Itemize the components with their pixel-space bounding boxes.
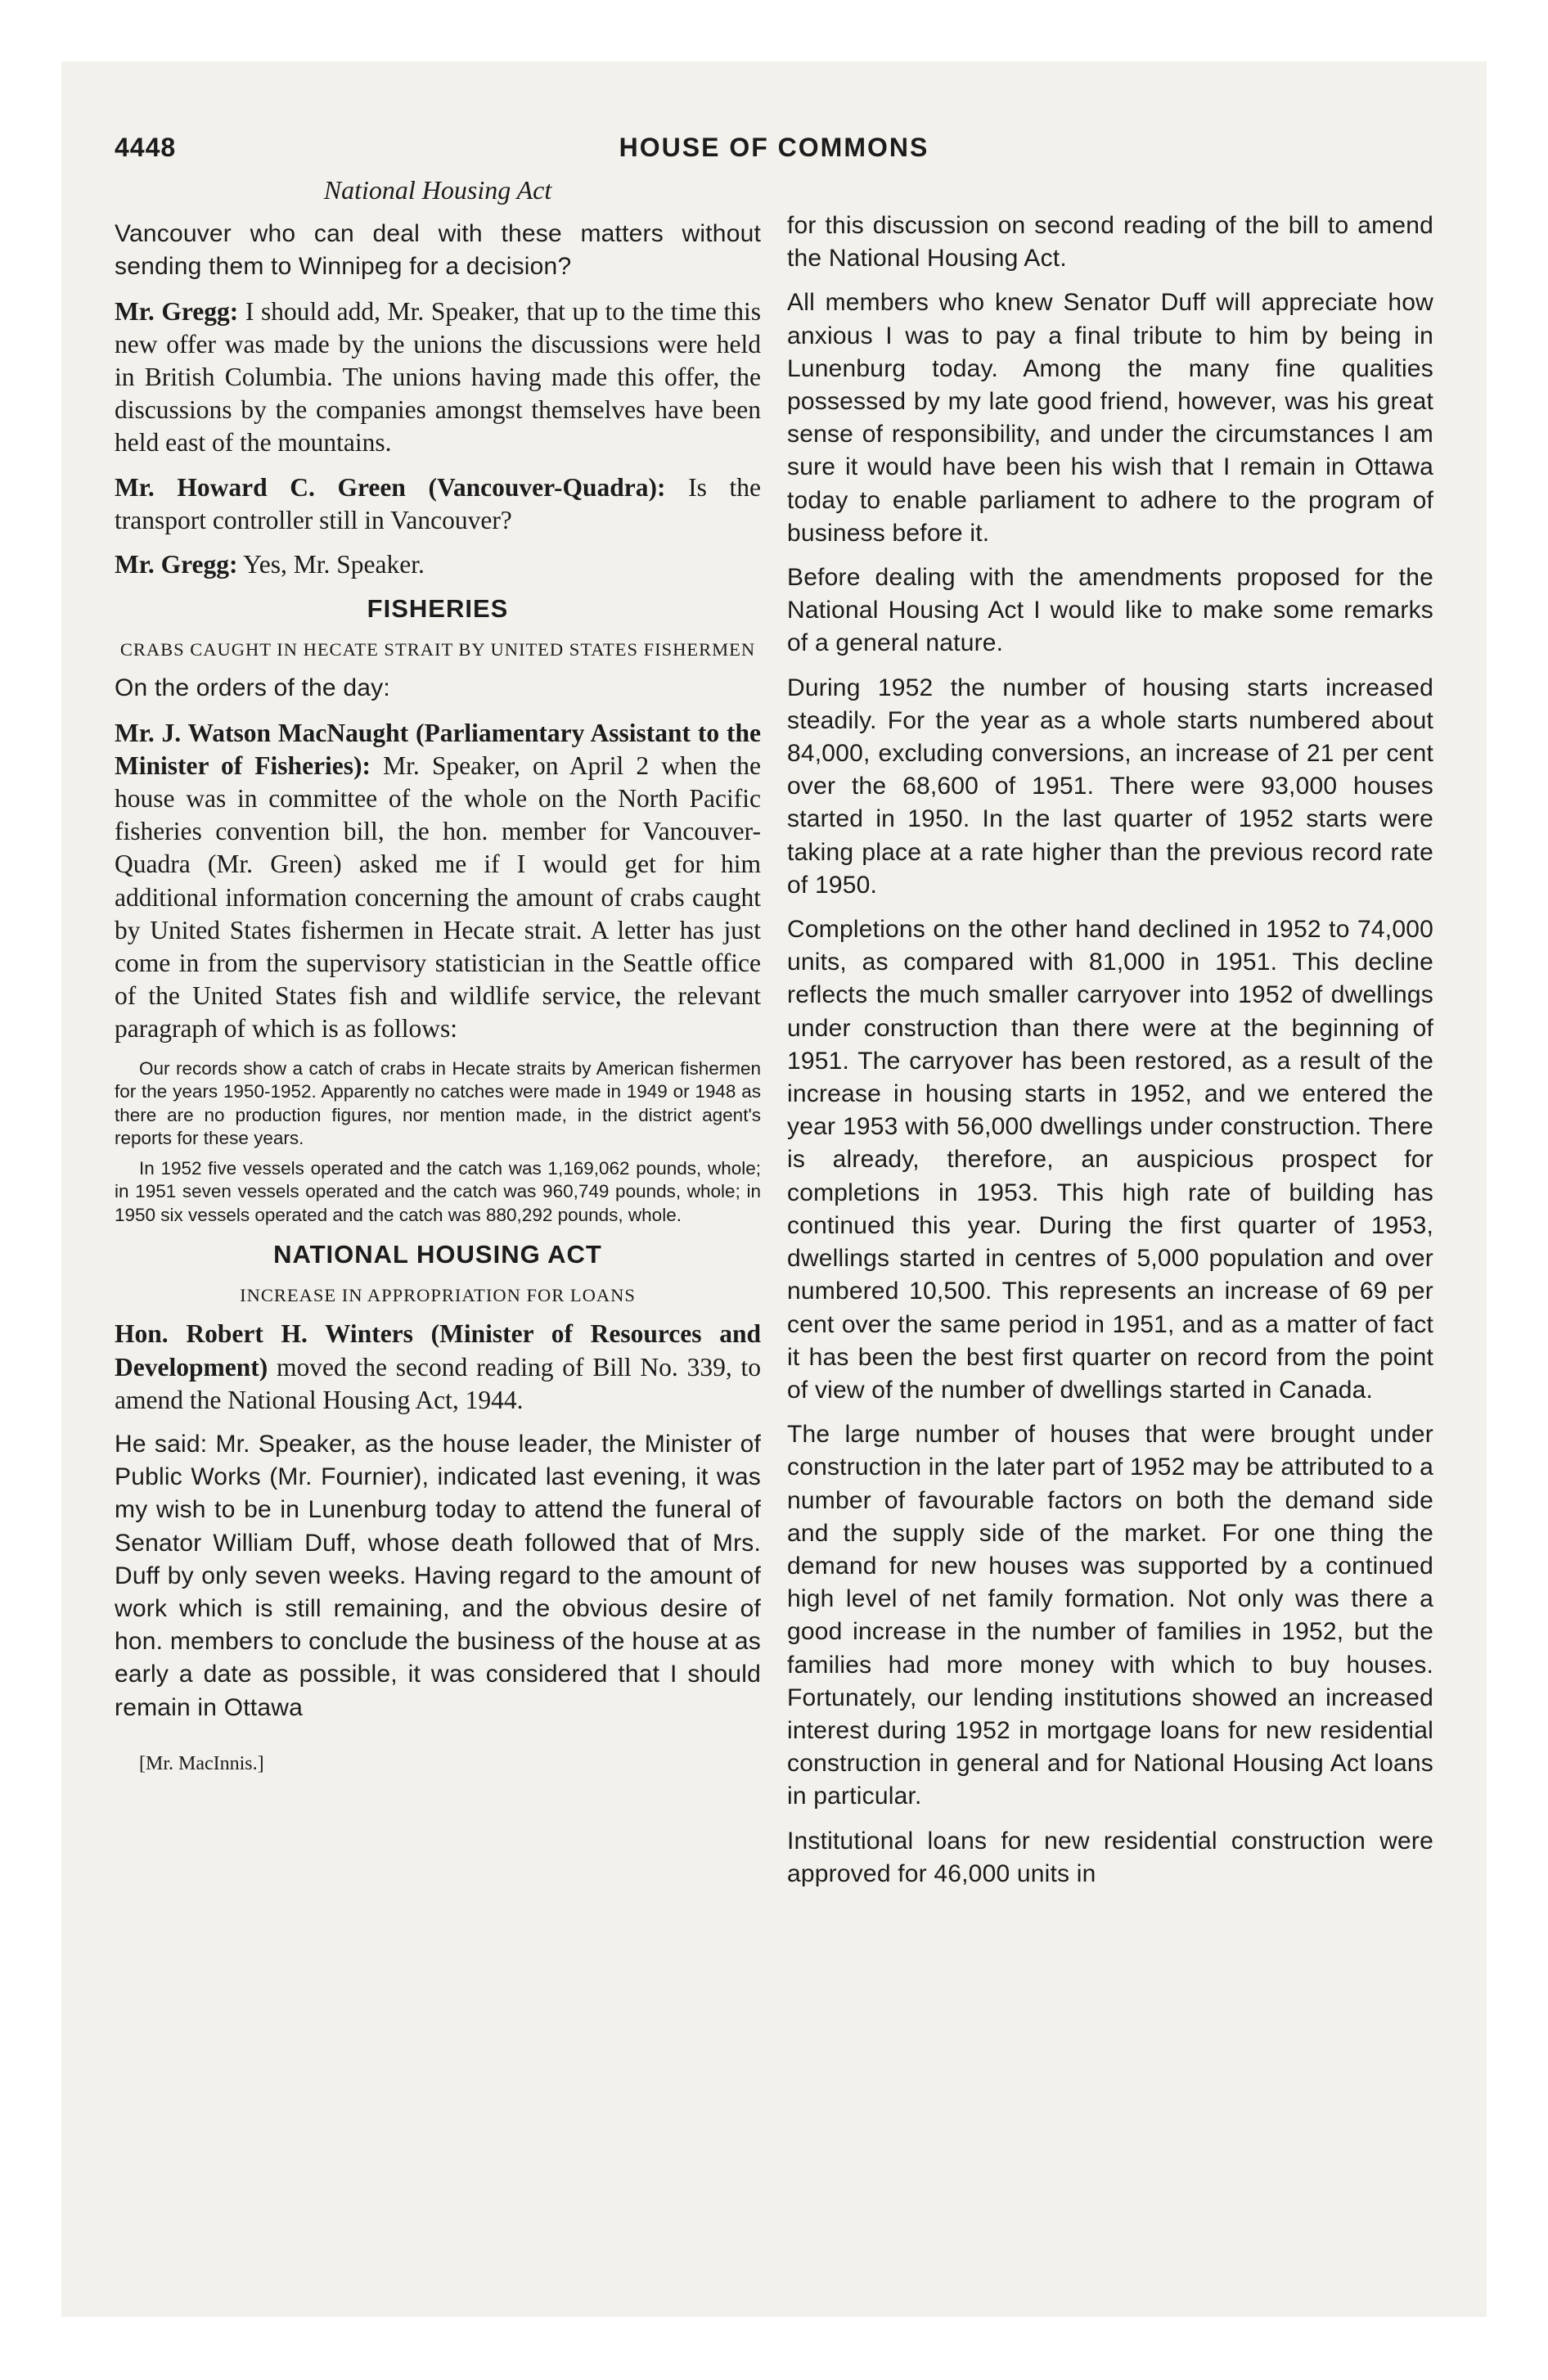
orders-of-the-day: On the orders of the day: bbox=[115, 674, 390, 702]
quote-paragraph: In 1952 five vessels operated and the catch was 1,169,062 pounds, whole; in 1951 seven vessels operated and the catch was 960,749 pounds, whole; in 1950 six vessels operated and the catch was 880,292 pounds, whole. bbox=[115, 1157, 761, 1225]
paragraph: All members who knew Senator Duff will appreciate how anxious I was to pay a final tribute to him by being in Lunenburg today. Among the many fine qualities possessed by my late good friend, however, was his great sense of responsibility, and under the circumstances I am sure it would have been his wish that I remain in Ottawa today to enable parliament to adhere to the program of business before it. bbox=[787, 289, 1433, 547]
running-head bbox=[115, 133, 1433, 174]
quote-paragraph: Our records show a catch of crabs in Hecate straits by American fishermen for the years 1950-1952. Apparently no catches were made in 1949 or 1948 as there are no production figures, nor mention made, in the district agent's reports for these years. bbox=[115, 1057, 761, 1149]
paragraph: Institutional loans for new residential construction were approved for 46,000 units in bbox=[787, 1827, 1433, 1887]
quoted-letter bbox=[115, 1057, 761, 1228]
speech-text: Is the transport controller still in Vancouver? bbox=[115, 472, 761, 534]
paragraph: Vancouver who can deal with these matters without sending them to Winnipeg for a decision? bbox=[115, 220, 761, 281]
speech-text: Yes, Mr. Speaker. bbox=[237, 550, 425, 579]
speaker-name: Hon. Robert H. Winters (Minister of Resources and Development) bbox=[115, 1319, 761, 1382]
paragraph: for this discussion on second reading of the bill to amend the National Housing Act. bbox=[787, 212, 1433, 273]
right-column bbox=[787, 210, 1433, 1902]
footer-note: [Mr. MacInnis.] bbox=[139, 1752, 264, 1774]
paragraph bbox=[115, 471, 761, 537]
paragraph: He said: Mr. Speaker, as the house leader, the Minister of Public Works (Mr. Fournier), indicated last evening, it was my wish to be in Lunenburg today to attend the funeral of Senator William Duff, whose death followed that of Mrs. Duff by only seven weeks. Having regard to the amount of work which is still remaining, and the obvious desire of hon. members to conclude the business of the house at as early a date as possible, it was considered that I should remain in Ottawa bbox=[115, 1430, 761, 1721]
paragraph bbox=[115, 1318, 761, 1417]
speaker-name: Mr. J. Watson MacNaught (Parliamentary Assistant to the Minister of Fisheries): bbox=[115, 718, 761, 780]
section-subheading-crabs: CRABS CAUGHT IN HECATE STRAIT BY UNITED STATES FISHERMEN bbox=[119, 639, 756, 660]
section-heading-fisheries: FISHERIES bbox=[367, 594, 509, 624]
speaker-name: Mr. Gregg: bbox=[115, 550, 238, 579]
left-column bbox=[115, 174, 761, 1780]
paragraph bbox=[115, 295, 761, 460]
speech-text: I should add, Mr. Speaker, that up to the time this new offer was made by the unions the discussions were held in British Columbia. The unions having made this offer, the discussions by the companies amongst themselves have been held east of the mountains. bbox=[115, 296, 761, 458]
paragraph: During 1952 the number of housing starts increased steadily. For the year as a whole starts numbered about 84,000, excluding conversions, an increase of 21 per cent over the 68,600 of 1951. There were 93,000 houses started in 1950. In the last quarter of 1952 starts were taking place at a rate higher than the previous record rate of 1950. bbox=[787, 674, 1433, 899]
paragraph: The large number of houses that were brought under construction in the later part of 1952 may be attributed to a number of favourable factors on both the demand side and the supply side of the market. For one thing the demand for new houses was supported by a continued high level of net family formation. Not only was there a good increase in the number of families in 1952, but the families had more money with which to buy houses. Fortunately, our lending institutions showed an increased interest during 1952 in mortgage loans for new residential construction in general and for National Housing Act loans in particular. bbox=[787, 1421, 1433, 1810]
paragraph: Before dealing with the amendments proposed for the National Housing Act I would like to make some remarks of a general nature. bbox=[787, 564, 1433, 657]
section-heading-housing: NATIONAL HOUSING ACT bbox=[273, 1240, 602, 1269]
section-subtitle: National Housing Act bbox=[323, 175, 552, 205]
speech-text: moved the second reading of Bill No. 339, to amend the National Housing Act, 1944. bbox=[115, 1352, 761, 1414]
paragraph: Completions on the other hand declined in 1952 to 74,000 units, as compared with 81,000 in 1951. This decline reflects the much smaller carryover into 1952 of dwellings under construction than there were at the beginning of 1951. The carryover has been restored, as a result of the increase in housing starts in 1952, and we entered the year 1953 with 56,000 dwellings under construction. There is already, therefore, an auspicious prospect for completions in 1953. This high rate of building has continued this year. During the first quarter of 1953, dwellings started in centres of 5,000 population and over numbered 10,500. This represents an increase of 69 per cent over the same period in 1951, and as a matter of fact it has been the best first quarter on record from the point of view of the number of dwellings started in Canada. bbox=[787, 916, 1433, 1404]
speech-text: Mr. Speaker, on April 2 when the house was in committee of the whole on the North Pacific fisheries convention bill, the hon. member for Vancouver-Quadra (Mr. Green) asked me if I would get for him additional information concerning the amount of crabs caught by United States fishermen in Hecate strait. A letter has just come in from the supervisory statistician in the Seattle office of the United States fish and wildlife service, the relevant paragraph of which is as follows: bbox=[115, 751, 762, 1044]
paragraph bbox=[115, 548, 761, 581]
speaker-name: Mr. Gregg: bbox=[115, 296, 239, 326]
paragraph bbox=[115, 717, 761, 1046]
page-number: 4448 bbox=[115, 133, 177, 162]
journal-title: HOUSE OF COMMONS bbox=[619, 133, 929, 162]
section-subheading-loans: INCREASE IN APPROPRIATION FOR LOANS bbox=[240, 1285, 636, 1306]
speaker-name: Mr. Howard C. Green (Vancouver-Quadra): bbox=[115, 472, 666, 502]
